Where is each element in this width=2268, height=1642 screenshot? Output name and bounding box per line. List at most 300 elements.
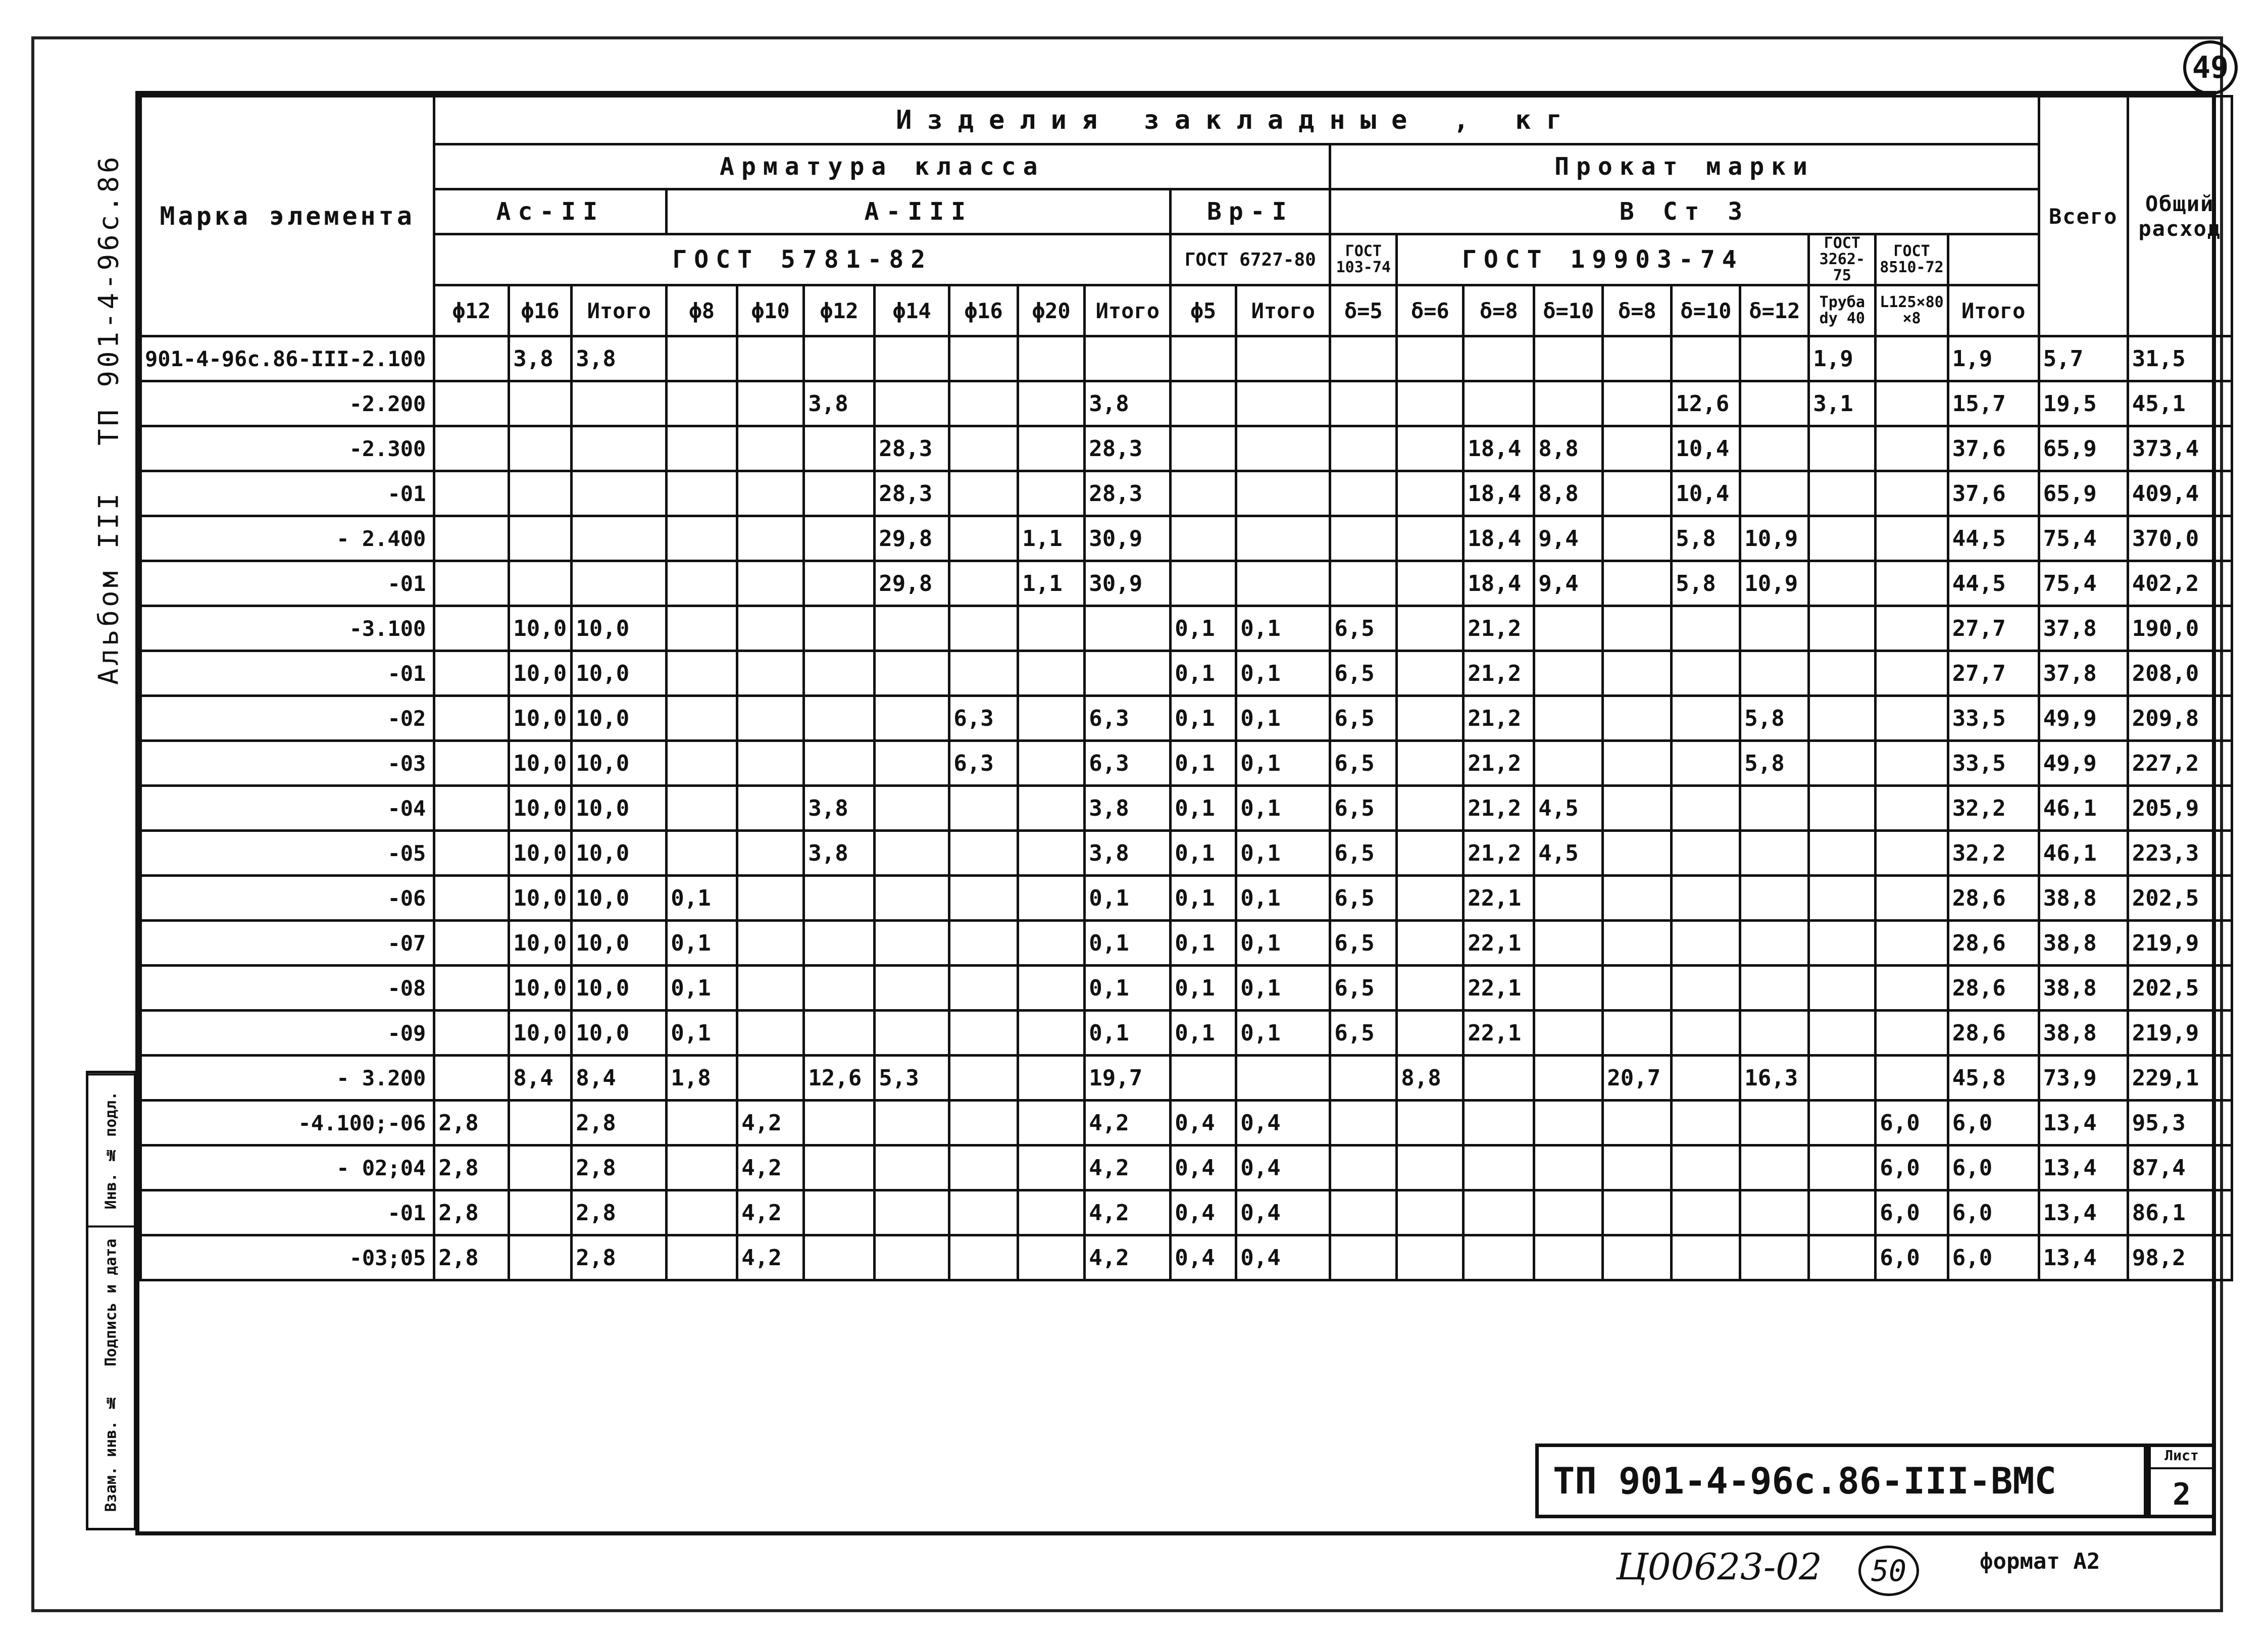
value-cell	[1330, 1235, 1397, 1280]
value-cell	[1603, 696, 1672, 741]
value-cell: 229,1	[2128, 1056, 2232, 1101]
value-cell: 10,0	[572, 741, 667, 786]
value-cell	[667, 1146, 737, 1190]
value-cell	[1672, 1235, 1740, 1280]
value-cell	[1876, 561, 1948, 606]
value-cell: 46,1	[2039, 831, 2128, 876]
value-cell: 4,2	[737, 1101, 804, 1146]
value-cell: 8,4	[509, 1056, 572, 1101]
value-cell	[667, 336, 737, 381]
value-cell: 0,1	[1085, 921, 1171, 966]
value-cell: 0,1	[1085, 876, 1171, 921]
value-cell	[737, 1011, 804, 1056]
value-cell	[1534, 1101, 1603, 1146]
value-cell: 0,1	[1236, 651, 1330, 696]
value-cell: 3,8	[1085, 381, 1171, 426]
value-cell	[1018, 471, 1085, 516]
album-label: Альбом III	[92, 490, 125, 685]
value-cell	[1809, 1190, 1876, 1235]
value-cell: 6,0	[1948, 1235, 2039, 1280]
value-cell	[1809, 471, 1876, 516]
table-row	[141, 741, 2232, 786]
value-cell	[1330, 561, 1397, 606]
value-cell	[1740, 1235, 1809, 1280]
col-header: ϕ10	[737, 285, 804, 336]
value-cell	[1876, 696, 1948, 741]
embedded-items-title: Изделия закладные , кг	[434, 96, 2039, 144]
element-mark-cell: -06	[141, 876, 434, 921]
table-row	[141, 426, 2232, 471]
value-cell: 0,1	[1171, 831, 1236, 876]
value-cell: 8,8	[1534, 471, 1603, 516]
value-cell: 6,5	[1330, 1011, 1397, 1056]
value-cell: 370,0	[2128, 516, 2232, 561]
value-cell: 30,9	[1085, 561, 1171, 606]
value-cell	[1397, 381, 1464, 426]
value-cell	[1018, 1056, 1085, 1101]
value-cell: 18,4	[1464, 471, 1534, 516]
value-cell: 6,5	[1330, 696, 1397, 741]
value-cell	[1876, 876, 1948, 921]
value-cell	[1397, 606, 1464, 651]
value-cell: 45,8	[1948, 1056, 2039, 1101]
value-cell: 5,8	[1740, 696, 1809, 741]
value-cell	[1672, 966, 1740, 1011]
value-cell: 223,3	[2128, 831, 2232, 876]
value-cell	[1809, 696, 1876, 741]
col-header: Итого	[1948, 285, 2039, 336]
value-cell: 95,3	[2128, 1101, 2232, 1146]
value-cell: 1,9	[1809, 336, 1876, 381]
value-cell	[737, 741, 804, 786]
value-cell: 3,8	[509, 336, 572, 381]
table-row	[141, 516, 2232, 561]
value-cell: 65,9	[2039, 426, 2128, 471]
value-cell: 49,9	[2039, 741, 2128, 786]
value-cell: 0,4	[1171, 1190, 1236, 1235]
value-cell	[737, 696, 804, 741]
value-cell: 6,5	[1330, 786, 1397, 831]
value-cell	[1876, 471, 1948, 516]
value-cell: 0,4	[1236, 1235, 1330, 1280]
value-cell: 10,0	[509, 876, 572, 921]
value-cell: 13,4	[2039, 1235, 2128, 1280]
value-cell: 0,1	[1236, 696, 1330, 741]
value-cell	[1018, 1190, 1085, 1235]
value-cell: 6,5	[1330, 606, 1397, 651]
value-cell: 4,2	[737, 1146, 804, 1190]
value-cell	[737, 336, 804, 381]
value-cell	[1876, 921, 1948, 966]
value-cell	[434, 471, 509, 516]
handwritten-code: Ц00623-02	[1616, 1546, 1822, 1588]
value-cell: 28,3	[875, 471, 949, 516]
table-row	[141, 606, 2232, 651]
table-row	[141, 1190, 2232, 1235]
value-cell	[1809, 1101, 1876, 1146]
gost-3262-header: ГОСТ 3262-75	[1809, 234, 1876, 285]
col-header: ϕ12	[804, 285, 875, 336]
value-cell	[804, 1235, 875, 1280]
value-cell	[949, 876, 1018, 921]
value-cell	[572, 381, 667, 426]
gost-8510-header: ГОСТ 8510-72	[1876, 234, 1948, 285]
gost-103-header: ГОСТ 103-74	[1330, 234, 1397, 285]
side-stamp	[86, 1071, 136, 1530]
gost-6727-header: ГОСТ 6727-80	[1171, 234, 1330, 285]
table-row	[141, 786, 2232, 831]
value-cell	[1171, 471, 1236, 516]
element-mark-cell: -08	[141, 966, 434, 1011]
value-cell: 6,5	[1330, 651, 1397, 696]
value-cell: 65,9	[2039, 471, 2128, 516]
value-cell	[1876, 606, 1948, 651]
value-cell: 27,7	[1948, 651, 2039, 696]
value-cell: 190,0	[2128, 606, 2232, 651]
value-cell	[949, 651, 1018, 696]
value-cell: 29,8	[875, 561, 949, 606]
value-cell	[1018, 741, 1085, 786]
value-cell	[1330, 426, 1397, 471]
element-mark-cell: 901-4-96с.86-III-2.100	[141, 336, 434, 381]
value-cell	[1672, 1146, 1740, 1190]
element-mark-cell: -03	[141, 741, 434, 786]
value-cell	[1171, 426, 1236, 471]
value-cell	[875, 1011, 949, 1056]
element-mark-cell: -2.300	[141, 426, 434, 471]
value-cell	[1018, 696, 1085, 741]
value-cell	[949, 516, 1018, 561]
value-cell: 38,8	[2039, 921, 2128, 966]
value-cell	[1740, 1146, 1809, 1190]
value-cell: 27,7	[1948, 606, 2039, 651]
value-cell	[1740, 426, 1809, 471]
value-cell: 4,2	[1085, 1235, 1171, 1280]
value-cell: 98,2	[2128, 1235, 2232, 1280]
value-cell: 10,0	[572, 1011, 667, 1056]
value-cell	[875, 1101, 949, 1146]
value-cell: 3,8	[804, 831, 875, 876]
album-side-caption	[91, 131, 126, 707]
value-cell	[667, 516, 737, 561]
value-cell	[875, 831, 949, 876]
value-cell: 202,5	[2128, 876, 2232, 921]
value-cell: 0,1	[1171, 876, 1236, 921]
value-cell: 45,1	[2128, 381, 2232, 426]
value-cell: 6,0	[1876, 1101, 1948, 1146]
value-cell	[949, 336, 1018, 381]
element-mark-cell: -07	[141, 921, 434, 966]
value-cell: 6,0	[1876, 1146, 1948, 1190]
value-cell: 22,1	[1464, 966, 1534, 1011]
value-cell	[1534, 921, 1603, 966]
value-cell	[1672, 1056, 1740, 1101]
element-mark-cell: -02	[141, 696, 434, 741]
value-cell	[667, 1190, 737, 1235]
value-cell	[1330, 471, 1397, 516]
value-cell: 37,8	[2039, 651, 2128, 696]
value-cell	[1603, 786, 1672, 831]
value-cell	[949, 1011, 1018, 1056]
value-cell	[1672, 1011, 1740, 1056]
value-cell: 0,4	[1236, 1146, 1330, 1190]
value-cell	[1740, 831, 1809, 876]
value-cell	[667, 1235, 737, 1280]
value-cell: 0,1	[1171, 741, 1236, 786]
element-mark-cell: -01	[141, 1190, 434, 1235]
value-cell	[1330, 381, 1397, 426]
value-cell: 86,1	[2128, 1190, 2232, 1235]
value-cell	[1672, 1190, 1740, 1235]
value-cell	[1603, 831, 1672, 876]
value-cell	[949, 921, 1018, 966]
element-mark-cell: -01	[141, 651, 434, 696]
col-header: ϕ20	[1018, 285, 1085, 336]
value-cell: 8,8	[1397, 1056, 1464, 1101]
value-cell: 0,1	[1236, 876, 1330, 921]
value-cell: 10,0	[509, 651, 572, 696]
table-row	[141, 381, 2232, 426]
value-cell	[737, 876, 804, 921]
value-cell	[1809, 741, 1876, 786]
element-mark-cell: -03;05	[141, 1235, 434, 1280]
value-cell	[1809, 561, 1876, 606]
value-cell	[434, 1011, 509, 1056]
col-header: Итого	[1085, 285, 1171, 336]
value-cell	[1018, 1146, 1085, 1190]
value-cell	[1464, 1146, 1534, 1190]
element-mark-cell: -01	[141, 471, 434, 516]
value-cell	[737, 786, 804, 831]
value-cell	[1330, 1190, 1397, 1235]
value-cell	[572, 561, 667, 606]
value-cell: 75,4	[2039, 561, 2128, 606]
value-cell	[1740, 966, 1809, 1011]
value-cell	[949, 1235, 1018, 1280]
a3-header: А-III	[667, 189, 1171, 234]
value-cell: 6,3	[1085, 696, 1171, 741]
value-cell: 10,0	[572, 786, 667, 831]
value-cell: 4,5	[1534, 831, 1603, 876]
value-cell: 2,8	[434, 1146, 509, 1190]
value-cell	[737, 516, 804, 561]
value-cell: 13,4	[2039, 1146, 2128, 1190]
element-mark-cell: -05	[141, 831, 434, 876]
value-cell	[667, 471, 737, 516]
value-cell: 10,0	[572, 876, 667, 921]
value-cell	[1397, 516, 1464, 561]
value-cell	[1809, 1235, 1876, 1280]
value-cell	[1603, 741, 1672, 786]
value-cell: 3,8	[1085, 831, 1171, 876]
value-cell: 28,3	[875, 426, 949, 471]
value-cell	[1397, 921, 1464, 966]
value-cell	[1397, 831, 1464, 876]
value-cell: 21,2	[1464, 606, 1534, 651]
value-cell: 21,2	[1464, 831, 1534, 876]
table-row	[141, 876, 2232, 921]
table-row	[141, 561, 2232, 606]
value-cell	[1603, 1190, 1672, 1235]
value-cell	[1330, 516, 1397, 561]
value-cell	[434, 921, 509, 966]
value-cell	[1534, 1011, 1603, 1056]
value-cell: 32,2	[1948, 786, 2039, 831]
value-cell	[1740, 786, 1809, 831]
value-cell	[1171, 516, 1236, 561]
value-cell	[1397, 1011, 1464, 1056]
element-mark-cell: -3.100	[141, 606, 434, 651]
value-cell: 37,6	[1948, 471, 2039, 516]
element-mark-cell: - 02;04	[141, 1146, 434, 1190]
value-cell: 205,9	[2128, 786, 2232, 831]
value-cell: 4,2	[1085, 1146, 1171, 1190]
value-cell: 0,1	[667, 966, 737, 1011]
col-header: δ=6	[1397, 285, 1464, 336]
value-cell: 18,4	[1464, 516, 1534, 561]
value-cell: 6,5	[1330, 831, 1397, 876]
value-cell	[1534, 696, 1603, 741]
value-cell: 2,8	[572, 1190, 667, 1235]
value-cell	[1534, 606, 1603, 651]
value-cell	[1876, 336, 1948, 381]
value-cell: 21,2	[1464, 651, 1534, 696]
value-cell	[667, 561, 737, 606]
value-cell	[434, 1056, 509, 1101]
value-cell: 0,4	[1171, 1101, 1236, 1146]
value-cell	[875, 381, 949, 426]
value-cell	[1672, 786, 1740, 831]
value-cell	[1603, 1235, 1672, 1280]
value-cell: 44,5	[1948, 561, 2039, 606]
sheet-label: Лист	[2151, 1447, 2212, 1469]
col-header: δ=10	[1534, 285, 1603, 336]
value-cell	[1534, 876, 1603, 921]
value-cell	[1397, 471, 1464, 516]
value-cell: 37,6	[1948, 426, 2039, 471]
value-cell	[737, 921, 804, 966]
value-cell	[1876, 966, 1948, 1011]
table-row	[141, 1146, 2232, 1190]
value-cell: 10,0	[509, 786, 572, 831]
value-cell	[509, 426, 572, 471]
value-cell: 227,2	[2128, 741, 2232, 786]
value-cell	[1397, 786, 1464, 831]
value-cell: 32,2	[1948, 831, 2039, 876]
value-cell: 13,4	[2039, 1101, 2128, 1146]
value-cell	[1534, 1146, 1603, 1190]
value-cell	[804, 471, 875, 516]
value-cell	[572, 471, 667, 516]
value-cell	[875, 1146, 949, 1190]
value-cell	[875, 921, 949, 966]
value-cell	[875, 1235, 949, 1280]
value-cell	[1330, 1146, 1397, 1190]
col-header: Итого	[572, 285, 667, 336]
value-cell: 10,0	[509, 696, 572, 741]
value-cell: 409,4	[2128, 471, 2232, 516]
value-cell: 46,1	[2039, 786, 2128, 831]
value-cell: 15,7	[1948, 381, 2039, 426]
value-cell	[1603, 426, 1672, 471]
value-cell	[434, 696, 509, 741]
value-cell	[1534, 651, 1603, 696]
value-cell: 5,8	[1672, 561, 1740, 606]
vst3-header: В Ст 3	[1330, 189, 2039, 234]
value-cell: 0,1	[667, 1011, 737, 1056]
value-cell: 10,0	[509, 741, 572, 786]
value-cell	[434, 741, 509, 786]
value-cell	[1876, 831, 1948, 876]
value-cell: 4,5	[1534, 786, 1603, 831]
value-cell: 10,0	[572, 966, 667, 1011]
value-cell	[1464, 1056, 1534, 1101]
value-cell	[1672, 606, 1740, 651]
title-block: ТП 901-4-96с.86-III-ВМС	[1535, 1444, 2147, 1518]
value-cell	[804, 1146, 875, 1190]
value-cell: 0,1	[1236, 1011, 1330, 1056]
value-cell	[1809, 831, 1876, 876]
value-cell: 0,1	[1171, 786, 1236, 831]
value-cell: 4,2	[737, 1235, 804, 1280]
value-cell: 3,1	[1809, 381, 1876, 426]
value-cell	[1171, 336, 1236, 381]
value-cell	[1397, 876, 1464, 921]
value-cell: 4,2	[1085, 1190, 1171, 1235]
value-cell	[804, 1101, 875, 1146]
value-cell	[949, 786, 1018, 831]
value-cell: 2,8	[572, 1146, 667, 1190]
value-cell	[804, 966, 875, 1011]
value-cell: 6,0	[1948, 1101, 2039, 1146]
circled-number: 50	[1858, 1546, 1919, 1596]
value-cell	[667, 696, 737, 741]
value-cell: 3,8	[1085, 786, 1171, 831]
value-cell	[1236, 336, 1330, 381]
value-cell	[1397, 651, 1464, 696]
value-cell	[804, 561, 875, 606]
value-cell: 2,8	[434, 1235, 509, 1280]
value-cell: 0,1	[1236, 741, 1330, 786]
value-cell	[1603, 1146, 1672, 1190]
value-cell	[1740, 336, 1809, 381]
value-cell: 38,8	[2039, 1011, 2128, 1056]
value-cell: 6,5	[1330, 921, 1397, 966]
value-cell: 21,2	[1464, 786, 1534, 831]
value-cell: 2,8	[434, 1190, 509, 1235]
value-cell: 10,0	[509, 966, 572, 1011]
embedded-items-table	[139, 95, 2233, 1281]
value-cell: 10,4	[1672, 426, 1740, 471]
value-cell	[1018, 921, 1085, 966]
value-cell	[1809, 1056, 1876, 1101]
value-cell: 10,0	[509, 831, 572, 876]
value-cell	[1809, 651, 1876, 696]
value-cell: 0,1	[1236, 786, 1330, 831]
value-cell: 1,8	[667, 1056, 737, 1101]
col-header: ϕ12	[434, 285, 509, 336]
value-cell: 22,1	[1464, 921, 1534, 966]
value-cell	[1397, 561, 1464, 606]
value-cell	[1740, 1190, 1809, 1235]
value-cell	[804, 921, 875, 966]
value-cell: 75,4	[2039, 516, 2128, 561]
value-cell: 6,5	[1330, 966, 1397, 1011]
value-cell: 49,9	[2039, 696, 2128, 741]
table-row	[141, 1235, 2232, 1280]
value-cell	[1171, 381, 1236, 426]
value-cell	[1809, 876, 1876, 921]
